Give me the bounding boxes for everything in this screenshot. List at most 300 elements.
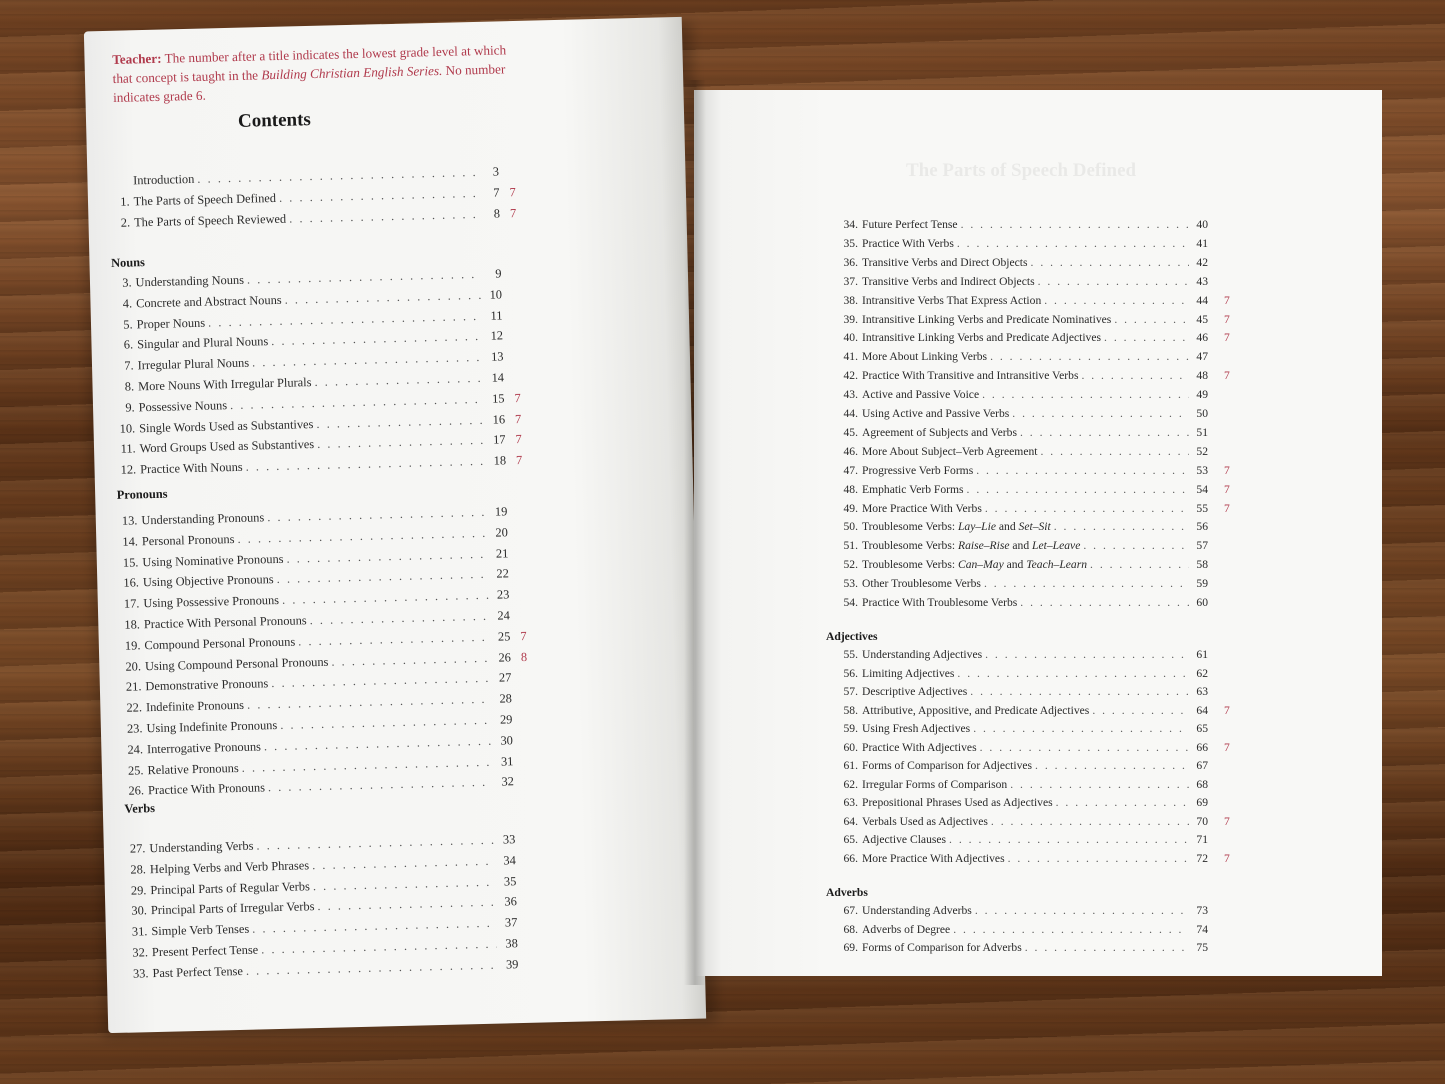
leader-dots xyxy=(1020,426,1189,439)
leader-dots xyxy=(1081,369,1189,382)
entry-title: More Nouns With Irregular Plurals xyxy=(137,375,312,394)
entry-number: 4. xyxy=(122,296,133,311)
entry-number: 67. xyxy=(843,904,858,917)
entry-page-number: 68 xyxy=(1196,777,1208,791)
entry-title: Intransitive Linking Verbs and Predicate Adjectives xyxy=(862,331,1102,345)
entry-page-number: 36 xyxy=(504,894,517,909)
leader-dots xyxy=(1038,275,1189,288)
toc-entry xyxy=(826,704,1208,722)
leader-dots xyxy=(961,218,1189,231)
entry-page-number: 28 xyxy=(499,691,513,706)
entry-page-number: 8 xyxy=(493,206,501,221)
entry-number: 56. xyxy=(843,666,858,680)
grade-level-marker: 7 xyxy=(1224,740,1230,754)
leader-dots xyxy=(976,464,1189,477)
leader-dots xyxy=(1090,558,1189,571)
leader-dots xyxy=(949,833,1189,846)
entry-page-number: 21 xyxy=(495,545,509,561)
entry-number: 33. xyxy=(132,966,149,981)
toc-entry xyxy=(826,237,1208,255)
leader-dots xyxy=(1040,445,1189,458)
book-gutter xyxy=(684,80,706,985)
entry-number: 18. xyxy=(124,617,141,632)
entry-number: 27. xyxy=(129,841,146,856)
toc-entry xyxy=(826,483,1208,501)
entry-page-number: 71 xyxy=(1196,833,1208,846)
grade-level-marker: 7 xyxy=(520,628,527,643)
grade-level-marker: 7 xyxy=(1224,369,1230,383)
entry-page-number: 37 xyxy=(504,915,518,930)
entry-title: Word Groups Used as Substantives xyxy=(139,437,315,456)
leader-dots xyxy=(984,577,1189,590)
entry-page-number: 16 xyxy=(492,411,506,427)
entry-title: Using Fresh Adjectives xyxy=(862,722,971,735)
entry-title: Concrete and Abstract Nouns xyxy=(135,292,282,311)
teacher-note-text-1: The number after a title indicates the lowest grade level at which that concept is taught in the xyxy=(112,42,507,86)
entry-title: Practice With Troublesome Verbs xyxy=(862,596,1018,609)
entry-page-number: 51 xyxy=(1196,425,1208,439)
entry-title: Principal Parts of Irregular Verbs xyxy=(150,899,315,918)
entry-number: 62. xyxy=(843,777,858,791)
entry-title: More About Linking Verbs xyxy=(862,350,988,364)
toc-entry xyxy=(826,815,1208,833)
entry-page-number: 42 xyxy=(1196,255,1208,269)
entry-page-number: 18 xyxy=(493,453,507,468)
entry-page-number: 22 xyxy=(496,566,509,582)
leader-dots xyxy=(967,483,1189,496)
entry-number: 34. xyxy=(843,218,858,231)
entry-number: 50. xyxy=(843,520,858,534)
entry-title: Other Troublesome Verbs xyxy=(862,577,981,591)
entry-page-number: 41 xyxy=(1196,236,1208,250)
entry-page-number: 66 xyxy=(1196,740,1208,754)
entry-page-number: 73 xyxy=(1196,904,1208,917)
entry-number: 52. xyxy=(843,558,858,572)
entry-title: Compound Personal Pronouns xyxy=(144,634,296,653)
entry-page-number: 30 xyxy=(500,733,514,748)
entry-title: Troublesome Verbs: Can–May and Teach–Learn xyxy=(862,558,1088,572)
teacher-note xyxy=(112,40,525,107)
entry-title: Singular and Plural Nouns xyxy=(136,334,269,352)
leader-dots xyxy=(317,433,485,452)
entry-page-number: 60 xyxy=(1196,596,1208,609)
leader-dots xyxy=(973,722,1189,735)
entry-title: Limiting Adjectives xyxy=(862,666,955,680)
leader-dots xyxy=(1114,313,1189,326)
toc-entry xyxy=(826,256,1208,274)
entry-title: Interrogative Pronouns xyxy=(146,739,262,757)
toc-entry xyxy=(826,722,1208,740)
entry-page-number: 62 xyxy=(1196,666,1208,680)
leader-dots xyxy=(313,874,496,893)
toc-entry xyxy=(826,596,1208,614)
toc-entry xyxy=(826,520,1208,538)
entry-number: 14. xyxy=(122,534,139,549)
entry-number: 59. xyxy=(843,722,858,735)
leader-dots xyxy=(1035,759,1189,772)
entry-page-number: 43 xyxy=(1196,274,1208,288)
entry-number: 6. xyxy=(123,337,134,353)
leader-dots xyxy=(990,350,1189,363)
entry-number: 44. xyxy=(843,407,858,420)
entry-page-number: 12 xyxy=(490,328,504,344)
leader-dots xyxy=(1031,256,1189,269)
entry-page-number: 54 xyxy=(1196,482,1208,496)
section-heading: Nouns xyxy=(110,255,146,270)
toc-entry xyxy=(826,464,1208,482)
show-through-heading: The Parts of Speech Defined xyxy=(906,160,1137,181)
entry-number: 24. xyxy=(127,742,144,757)
grade-level-marker: 7 xyxy=(1224,312,1230,326)
leader-dots xyxy=(1044,294,1189,307)
entry-number: 28. xyxy=(130,862,147,877)
entry-title: Understanding Adjectives xyxy=(862,648,983,661)
entry-number: 30. xyxy=(131,903,148,919)
toc-entry xyxy=(826,759,1208,777)
entry-number: 36. xyxy=(843,255,858,269)
entry-number: 10. xyxy=(119,421,136,436)
toc-entry xyxy=(826,426,1208,444)
entry-number: 51. xyxy=(843,539,858,553)
grade-level-marker: 7 xyxy=(1224,851,1230,865)
toc-entry xyxy=(826,388,1208,406)
entry-number xyxy=(109,184,133,185)
leader-dots xyxy=(316,412,484,431)
grade-level-marker: 7 xyxy=(1224,703,1230,717)
toc-entry xyxy=(826,350,1208,368)
entry-number: 69. xyxy=(843,941,858,954)
entry-page-number: 67 xyxy=(1196,759,1208,772)
entry-title: Personal Pronouns xyxy=(141,531,235,549)
entry-number: 43. xyxy=(843,388,858,402)
entry-title: More Practice With Adjectives xyxy=(862,851,1005,865)
entry-number: 2. xyxy=(120,215,131,230)
entry-title-italic: Set–Sit xyxy=(1018,520,1051,534)
entry-number: 42. xyxy=(843,369,858,383)
leader-dots xyxy=(1020,596,1189,609)
entry-number: 49. xyxy=(843,501,858,515)
entry-number: 66. xyxy=(843,851,858,865)
entry-page-number: 48 xyxy=(1196,369,1208,383)
entry-page-number: 3 xyxy=(492,164,500,179)
leader-dots xyxy=(1008,852,1189,865)
entry-title: Agreement of Subjects and Verbs xyxy=(862,425,1017,439)
leader-dots xyxy=(331,650,490,669)
entry-title: Transitive Verbs and Indirect Objects xyxy=(862,274,1035,288)
leader-dots xyxy=(1092,704,1189,717)
entry-number: 40. xyxy=(843,331,858,345)
grade-level-marker: 7 xyxy=(515,432,522,447)
leader-dots xyxy=(1104,331,1189,344)
teacher-note-text-2: No number indicates grade 6. xyxy=(112,61,506,105)
entry-number: 5. xyxy=(123,317,133,332)
entry-title: Attributive, Appositive, and Predicate Adjectives xyxy=(862,703,1090,717)
entry-title: Adverbs of Degree xyxy=(862,922,951,936)
leader-dots xyxy=(1012,407,1189,420)
entry-title: Progressive Verb Forms xyxy=(862,463,974,477)
entry-page-number: 50 xyxy=(1196,407,1208,420)
entry-number: 63. xyxy=(843,796,858,809)
entry-page-number: 75 xyxy=(1196,941,1208,954)
toc-entry xyxy=(826,852,1208,870)
entry-number: 35. xyxy=(843,236,858,250)
entry-number: 47. xyxy=(843,463,858,477)
entry-number: 37. xyxy=(843,274,858,288)
grade-level-marker: 8 xyxy=(520,649,528,664)
toc-entry xyxy=(826,539,1208,557)
toc-entry xyxy=(826,577,1208,595)
entry-number: 21. xyxy=(125,679,142,695)
entry-number: 64. xyxy=(843,814,858,828)
leader-dots xyxy=(298,630,490,650)
entry-title: More About Subject–Verb Agreement xyxy=(862,444,1038,458)
entry-page-number: 53 xyxy=(1196,463,1208,477)
leader-dots xyxy=(312,854,495,873)
entry-page-number: 47 xyxy=(1196,350,1208,364)
entry-number: 3. xyxy=(122,275,132,290)
entry-title: Practice With Adjectives xyxy=(862,740,977,754)
entry-title: Understanding Verbs xyxy=(149,838,254,856)
toc-entry xyxy=(826,445,1208,463)
entry-title: Practice With Nouns xyxy=(139,459,243,477)
entry-number: 41. xyxy=(843,350,858,364)
entry-title: Using Objective Pronouns xyxy=(142,572,274,590)
entry-page-number: 32 xyxy=(501,774,515,789)
entry-title-italic: Teach–Learn xyxy=(1026,558,1088,572)
leader-dots xyxy=(970,685,1189,698)
entry-page-number: 38 xyxy=(505,936,519,951)
entry-page-number: 58 xyxy=(1196,558,1208,572)
grade-level-marker: 7 xyxy=(514,390,521,405)
entry-page-number: 26 xyxy=(498,649,512,665)
entry-title: Active and Passive Voice xyxy=(862,388,980,402)
entry-title: Practice With Pronouns xyxy=(147,780,266,798)
entry-number: 60. xyxy=(843,740,858,754)
entry-page-number: 64 xyxy=(1196,703,1208,717)
entry-title: More Practice With Verbs xyxy=(862,501,982,515)
leader-dots xyxy=(1025,941,1189,954)
entry-page-number: 70 xyxy=(1196,814,1208,828)
leader-dots xyxy=(314,371,483,390)
entry-title: Understanding Nouns xyxy=(135,272,245,290)
grade-level-marker: 7 xyxy=(1224,482,1230,496)
entry-page-number: 69 xyxy=(1196,796,1208,809)
entry-number: 15. xyxy=(122,554,139,570)
entry-title: The Parts of Speech Defined xyxy=(133,190,277,209)
entry-page-number: 19 xyxy=(494,504,508,519)
entry-page-number: 10 xyxy=(489,287,503,302)
entry-title: Practice With Personal Pronouns xyxy=(143,613,307,632)
entry-title: Using Nominative Pronouns xyxy=(142,551,284,569)
entry-page-number: 52 xyxy=(1196,444,1208,458)
leader-dots xyxy=(980,741,1189,754)
entry-page-number: 72 xyxy=(1196,851,1208,865)
grade-level-marker: 7 xyxy=(509,206,517,221)
entry-number: 8. xyxy=(124,379,135,394)
entry-number: 39. xyxy=(843,312,858,326)
leader-dots xyxy=(289,207,479,227)
entry-number: 38. xyxy=(843,293,858,307)
entry-title: Irregular Plural Nouns xyxy=(137,355,250,373)
entry-title: Transitive Verbs and Direct Objects xyxy=(862,255,1028,269)
toc-entry xyxy=(826,331,1208,349)
section-heading: Verbs xyxy=(124,801,156,816)
entry-page-number: 33 xyxy=(502,832,516,847)
entry-title: Irregular Forms of Comparison xyxy=(862,777,1008,791)
entry-title: Descriptive Adjectives xyxy=(862,685,968,698)
entry-title-italic: Let–Leave xyxy=(1032,539,1081,553)
entry-page-number: 17 xyxy=(492,432,506,448)
entry-number: 48. xyxy=(843,482,858,496)
leader-dots xyxy=(317,895,496,914)
entry-title: Using Active and Passive Verbs xyxy=(862,407,1010,420)
entry-title: Troublesome Verbs: Lay–Lie and Set–Sit xyxy=(862,520,1051,534)
entry-title-italic: Raise–Rise xyxy=(957,539,1010,553)
entry-page-number: 25 xyxy=(497,629,511,644)
toc-entry xyxy=(826,685,1208,703)
entry-page-number: 34 xyxy=(503,853,516,868)
leader-dots xyxy=(1010,778,1189,791)
entry-page-number: 13 xyxy=(490,349,504,364)
entry-title: Principal Parts of Regular Verbs xyxy=(150,878,311,897)
entry-number: 9. xyxy=(125,400,135,415)
grade-level-marker: 7 xyxy=(1224,814,1230,828)
entry-page-number: 20 xyxy=(495,525,508,540)
leader-dots xyxy=(1083,539,1189,552)
teacher-note-series: Building Christian English Series. xyxy=(261,62,443,83)
teacher-note-lead: Teacher: xyxy=(112,50,162,67)
entry-page-number: 7 xyxy=(493,185,500,200)
entry-page-number: 61 xyxy=(1196,648,1208,661)
toc-entry xyxy=(826,502,1208,520)
entry-title: Simple Verb Tenses xyxy=(151,921,250,939)
section-heading: Pronouns xyxy=(116,486,168,502)
entry-number: 12. xyxy=(120,462,137,477)
entry-title: Understanding Adverbs xyxy=(862,904,972,917)
entry-number: 68. xyxy=(843,922,858,936)
entry-page-number: 55 xyxy=(1196,501,1208,515)
entry-page-number: 29 xyxy=(499,712,513,727)
toc-entry xyxy=(826,218,1208,236)
toc-entry xyxy=(826,294,1208,312)
entry-title: Intransitive Verbs That Express Action xyxy=(862,293,1042,307)
entry-number: 53. xyxy=(843,577,858,591)
entry-number: 29. xyxy=(130,882,147,898)
entry-number: 23. xyxy=(126,721,143,736)
entry-title: The Parts of Speech Reviewed xyxy=(133,211,287,230)
entry-title: Troublesome Verbs: Raise–Rise and Let–Leave xyxy=(862,539,1081,553)
entry-page-number: 15 xyxy=(491,391,505,406)
contents-title: Contents xyxy=(237,109,312,132)
leader-dots xyxy=(985,502,1189,515)
entry-number: 17. xyxy=(123,596,140,611)
entry-number: 26. xyxy=(128,783,145,799)
entry-page-number: 74 xyxy=(1196,922,1208,936)
toc-entry xyxy=(826,833,1208,851)
entry-number: 58. xyxy=(843,703,858,717)
entry-page-number: 44 xyxy=(1196,293,1208,307)
entry-number: 19. xyxy=(124,638,141,653)
entry-page-number: 56 xyxy=(1196,520,1208,534)
leader-dots xyxy=(957,667,1189,680)
section-heading: Adverbs xyxy=(826,886,868,899)
grade-level-marker: 7 xyxy=(1224,293,1230,307)
toc-entry xyxy=(826,778,1208,796)
entry-title: Forms of Comparison for Adjectives xyxy=(862,759,1033,772)
entry-title: Single Words Used as Substantives xyxy=(138,416,314,435)
entry-page-number: 39 xyxy=(505,957,519,972)
entry-title: Emphatic Verb Forms xyxy=(862,482,964,496)
entry-page-number: 27 xyxy=(498,670,512,685)
leader-dots xyxy=(975,904,1189,917)
entry-page-number: 35 xyxy=(503,873,517,889)
grade-level-marker: 7 xyxy=(1224,463,1230,477)
toc-entry xyxy=(826,648,1208,666)
entry-page-number: 45 xyxy=(1196,312,1208,326)
entry-title: Proper Nouns xyxy=(136,315,206,331)
entry-page-number: 23 xyxy=(496,587,510,602)
entry-page-number: 24 xyxy=(497,608,511,623)
entry-number: 65. xyxy=(843,833,858,846)
toc-entry xyxy=(826,904,1208,922)
toc-entry xyxy=(826,941,1208,959)
toc-entry xyxy=(826,369,1208,387)
entry-title: Understanding Pronouns xyxy=(141,510,265,528)
entry-title: Using Compound Personal Pronouns xyxy=(144,654,329,673)
entry-number: 11. xyxy=(120,441,136,457)
entry-title: Using Possessive Pronouns xyxy=(143,593,280,611)
grade-level-marker: 7 xyxy=(1224,501,1230,515)
toc-entry xyxy=(826,407,1208,425)
entry-title: Demonstrative Pronouns xyxy=(145,676,269,694)
entry-title: Prepositional Phrases Used as Adjectives xyxy=(862,796,1053,809)
entry-number: 1. xyxy=(120,194,130,209)
entry-number: 7. xyxy=(124,358,134,373)
entry-title-italic: Lay–Lie xyxy=(957,520,996,534)
toc-entry xyxy=(826,558,1208,576)
entry-page-number: 59 xyxy=(1196,577,1208,591)
entry-number: 32. xyxy=(132,945,149,960)
entry-page-number: 40 xyxy=(1196,218,1208,231)
grade-level-marker: 7 xyxy=(1224,331,1230,345)
entry-page-number: 14 xyxy=(491,370,505,385)
leader-dots xyxy=(982,388,1189,401)
toc-entry xyxy=(826,741,1208,759)
grade-level-marker: 7 xyxy=(515,453,523,468)
entry-number: 55. xyxy=(843,648,858,661)
entry-number: 54. xyxy=(843,596,858,609)
entry-title: Adjective Clauses xyxy=(862,833,947,846)
entry-title: Using Indefinite Pronouns xyxy=(146,718,278,736)
leader-dots xyxy=(309,609,489,628)
section-heading: Adjectives xyxy=(826,630,878,643)
entry-number: 13. xyxy=(121,513,138,528)
entry-title: Introduction xyxy=(132,171,195,188)
grade-level-marker: 7 xyxy=(514,411,522,426)
toc-entry xyxy=(826,275,1208,293)
leader-dots xyxy=(1056,796,1189,809)
entry-title: Past Perfect Tense xyxy=(152,963,244,980)
leader-dots xyxy=(991,815,1189,828)
leader-dots xyxy=(953,923,1189,936)
toc-entry xyxy=(826,313,1208,331)
grade-level-marker: 7 xyxy=(509,185,516,200)
entry-title: Relative Pronouns xyxy=(147,760,239,777)
toc-entry xyxy=(826,667,1208,685)
entry-number: 45. xyxy=(843,425,858,439)
entry-page-number: 65 xyxy=(1196,722,1208,735)
entry-page-number: 46 xyxy=(1196,331,1208,345)
